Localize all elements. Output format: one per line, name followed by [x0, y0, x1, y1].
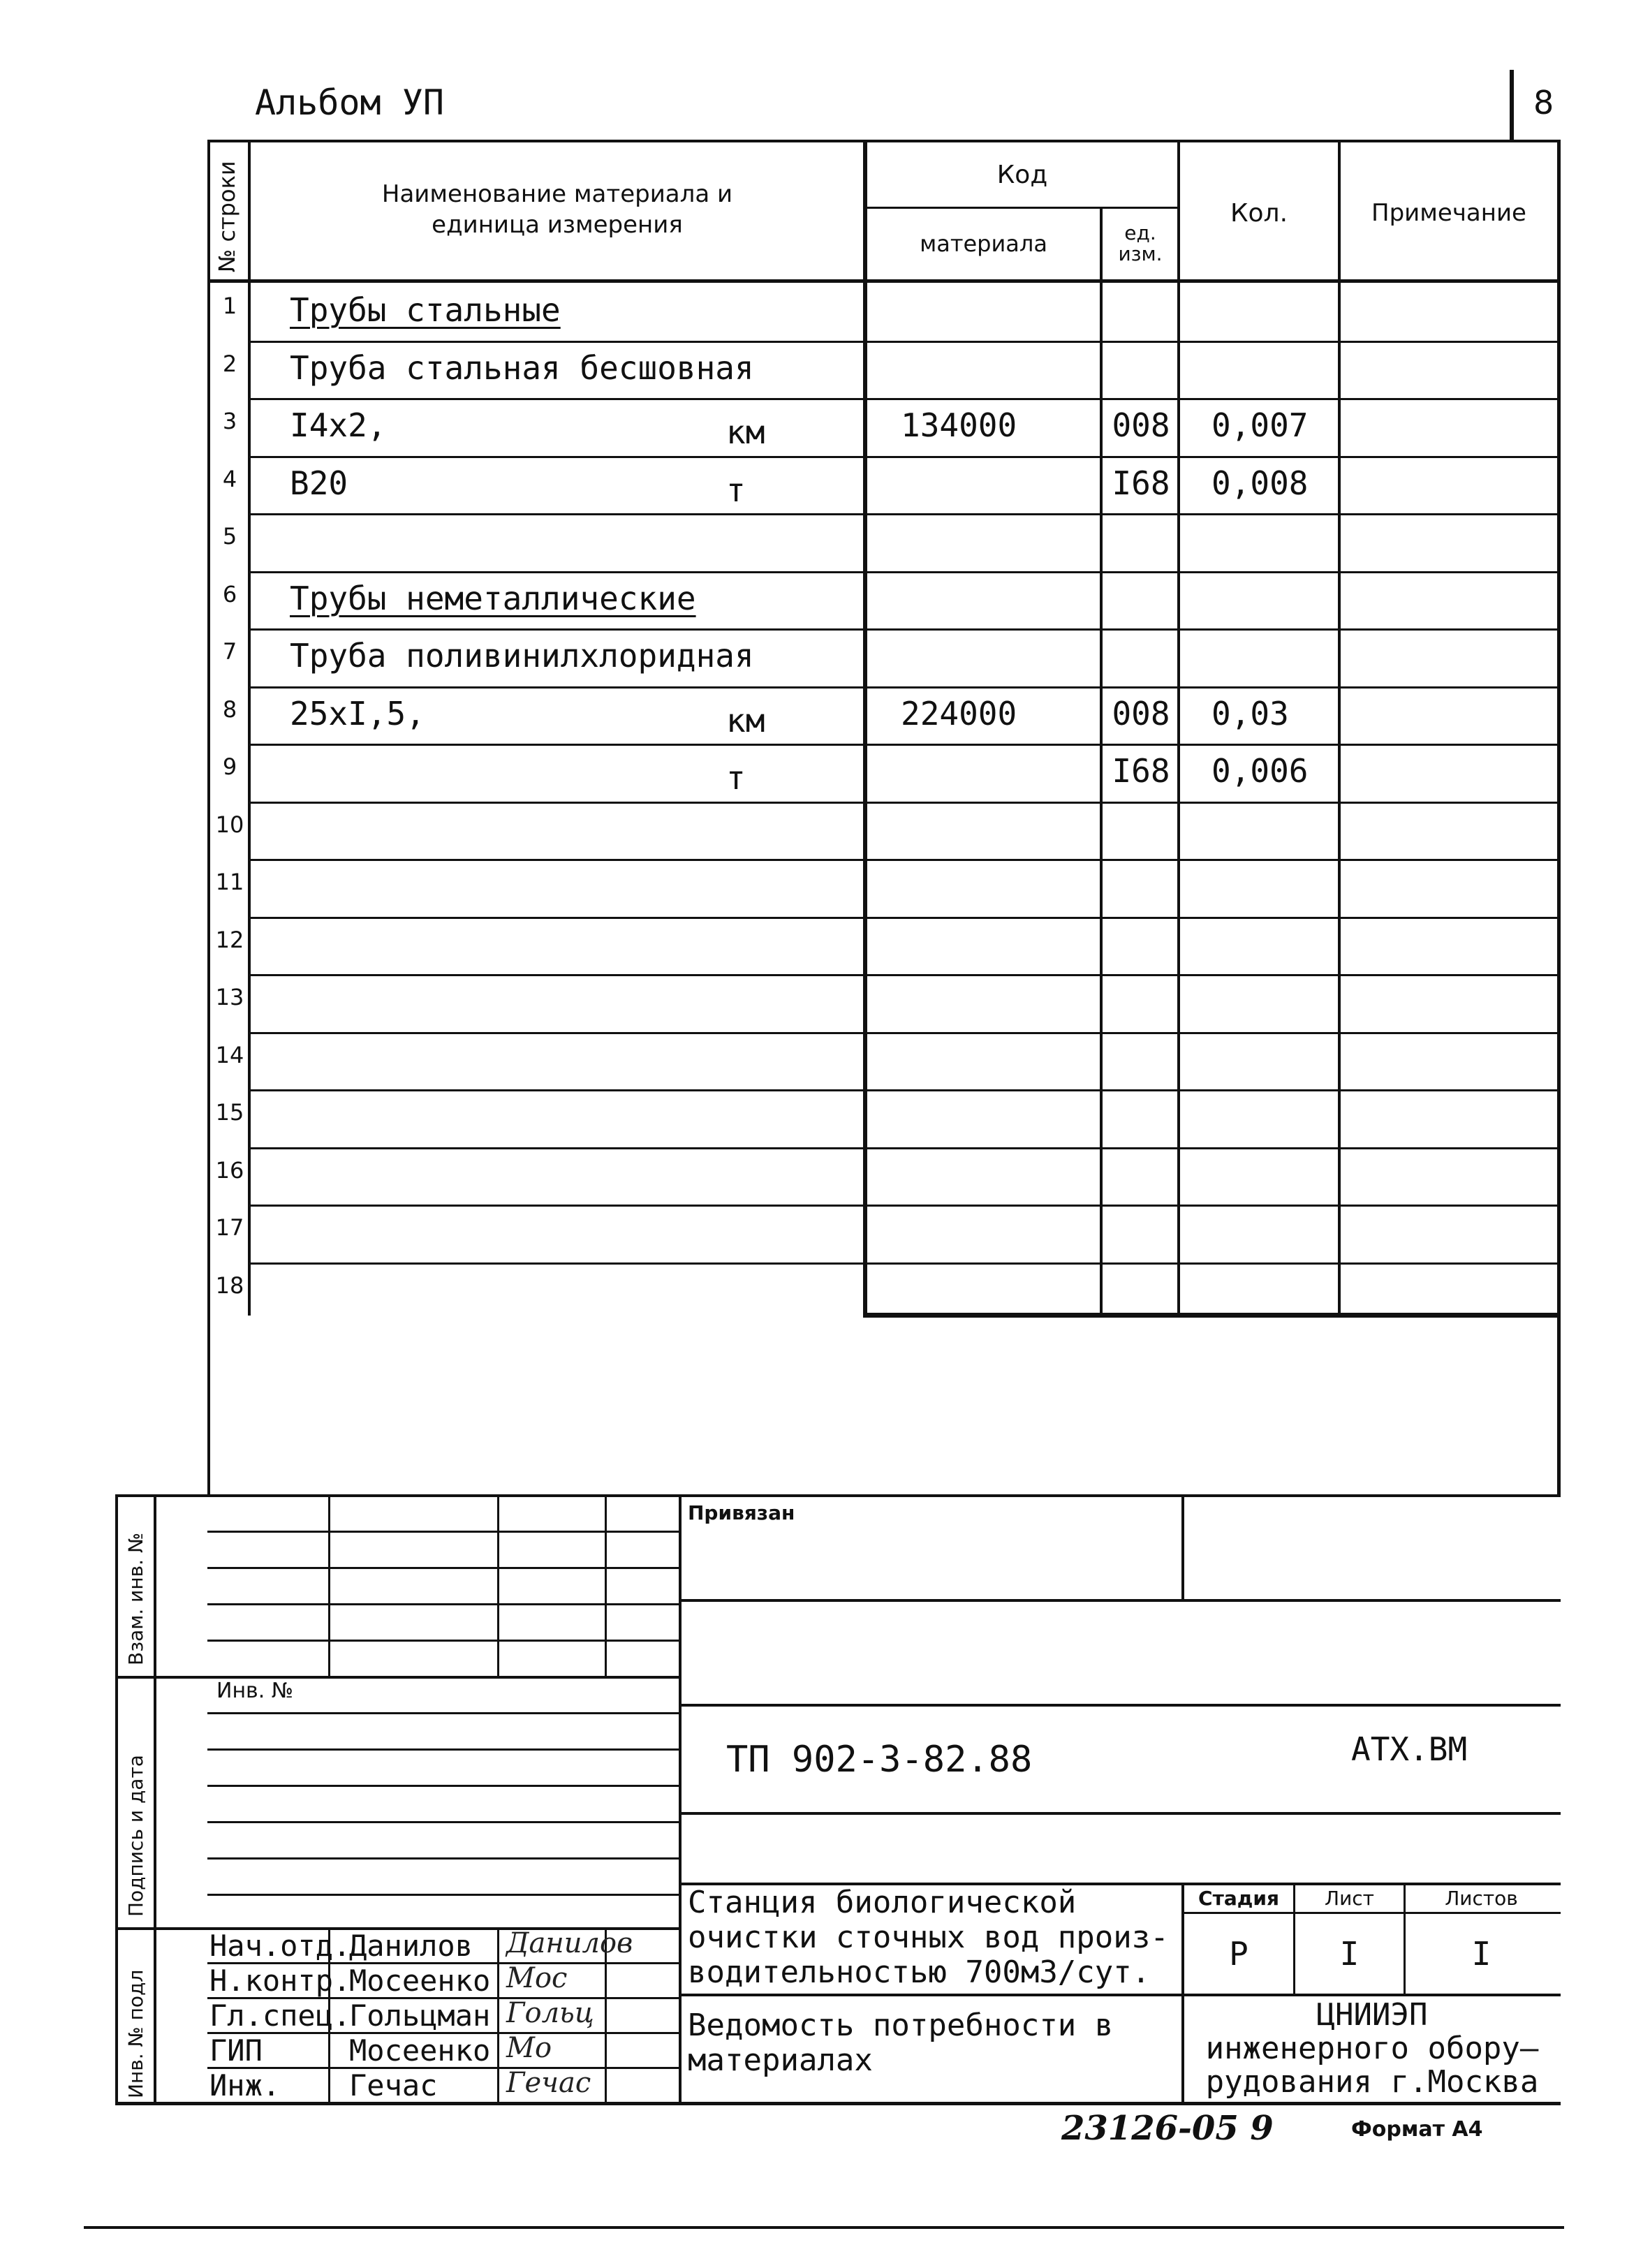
stamp-top-line	[115, 1494, 1561, 1497]
signer-name: Мосеенко	[349, 1964, 491, 1998]
row-separator	[248, 744, 1557, 746]
stamp-line-title-top	[679, 1994, 1561, 1996]
row-material-name: Труба стальная бесшовная	[290, 348, 754, 387]
archive-number: 23126-05 9	[1061, 2109, 1274, 2148]
row-number: 11	[215, 869, 244, 895]
row-number: 13	[215, 984, 244, 1010]
stage-header-line	[1181, 1912, 1561, 1914]
album-title: Альбом УП	[255, 82, 444, 123]
sheet-title	[688, 2008, 1113, 2078]
row-number: 3	[222, 408, 237, 434]
row-separator	[248, 513, 1557, 515]
row-separator	[248, 571, 1557, 573]
row-quantity: 0,03	[1211, 694, 1289, 732]
doc-code: ТП 902-3-82.88	[726, 1739, 1033, 1781]
project-line: Станция биологической	[688, 1885, 1077, 1920]
signer-role: Гл.спец.	[209, 1998, 351, 2033]
project-line: очистки сточных вод произ-	[688, 1920, 1169, 1955]
sheet-value: I	[1339, 1935, 1360, 1973]
grid-row	[207, 1785, 679, 1787]
row-unit-code: 008	[1112, 406, 1170, 444]
row-separator	[248, 398, 1557, 400]
row-number: 1	[222, 293, 237, 319]
signer-role: Нач.отд.	[209, 1929, 351, 1963]
signer-name: Мосеенко	[349, 2033, 491, 2068]
col-line-qty	[1338, 140, 1341, 1316]
doc-mark: АТХ.ВМ	[1351, 1730, 1468, 1768]
org-line: ЦНИИЭП	[1316, 1997, 1428, 2033]
header-qty: Кол.	[1230, 198, 1288, 228]
label-podpis-data: Подпись и дата	[124, 1755, 147, 1917]
frame-left-line	[207, 140, 210, 1496]
row-number: 15	[215, 1099, 244, 1126]
header-code-unit: ед. изм.	[1118, 221, 1163, 265]
row-quantity: 0,008	[1211, 464, 1309, 502]
stamp-main-divider	[679, 1494, 682, 2105]
header-row-number: № строки	[214, 161, 240, 272]
row-separator	[248, 1147, 1557, 1149]
row-separator	[248, 917, 1557, 919]
sheet-title-line: материалах	[688, 2042, 873, 2078]
label-inv-podl: Инв. № подл	[124, 1969, 147, 2098]
row-separator	[248, 456, 1557, 458]
signature: Данилов	[506, 1927, 633, 1959]
row-material-name: Трубы стальные	[290, 291, 561, 329]
signature: Мо	[506, 2032, 552, 2064]
row-number: 6	[222, 580, 237, 608]
row-separator	[248, 802, 1557, 804]
col-line-rowno	[248, 140, 251, 1316]
label-stage: Стадия	[1198, 1886, 1279, 1910]
row-number: 2	[222, 350, 237, 377]
row-unit: км	[726, 701, 765, 739]
org-line: рудования г.Москва	[1205, 2064, 1539, 2100]
signer-role: Н.контр.	[209, 1964, 351, 1998]
col-line-material	[1100, 207, 1103, 1316]
page-bottom-rule	[84, 2226, 1564, 2229]
header-bottom-line	[207, 279, 1561, 283]
table-top-line	[207, 140, 1561, 142]
stage-value: Р	[1229, 1935, 1248, 1973]
code-header-split-line	[866, 207, 1180, 209]
header-code-material: материала	[920, 230, 1047, 257]
row-material-name: Труба поливинилхлоридная	[290, 637, 754, 675]
row-number: 12	[215, 926, 244, 953]
side-strip-left	[115, 1494, 118, 2105]
grid-col-2-bottom	[497, 1927, 499, 2105]
row-material-code: 224000	[901, 694, 1017, 732]
grid-row	[207, 1603, 679, 1605]
grid-row	[207, 1857, 679, 1860]
table-bottom-line	[863, 1313, 1561, 1318]
row-number: 10	[215, 811, 244, 838]
col-line-unit	[1177, 140, 1180, 1316]
row-separator	[248, 1262, 1557, 1265]
col-line-name	[863, 140, 867, 1316]
row-number: 8	[222, 695, 237, 723]
project-line: водительностью 700м3/сут.	[688, 1954, 1151, 1990]
frame-right-line	[1557, 140, 1561, 1496]
page-number: 8	[1533, 84, 1554, 122]
signature: Гечас	[506, 2067, 591, 2099]
row-number: 7	[222, 638, 237, 665]
stamp-line-code-top	[679, 1704, 1561, 1707]
grid-row	[207, 1640, 679, 1642]
row-material-name: I4x2,	[290, 406, 387, 444]
grid-row	[207, 1712, 679, 1714]
row-unit: т	[726, 471, 746, 509]
grid-row	[207, 1567, 679, 1569]
page-number-divider	[1510, 70, 1514, 141]
signer-name: Гольцман	[349, 1998, 491, 2033]
signer-role: Инж.	[209, 2068, 281, 2103]
label-vzam-inv: Взам. инв. №	[124, 1532, 147, 1665]
row-number: 9	[222, 753, 237, 780]
label-sheets: Листов	[1445, 1886, 1518, 1910]
row-separator	[248, 859, 1557, 861]
row-unit: т	[726, 759, 746, 797]
row-number: 5	[222, 523, 237, 550]
grid-row	[207, 1748, 679, 1751]
stamp-line-privyazan	[679, 1599, 1561, 1602]
stamp-line-code-bottom	[679, 1812, 1561, 1815]
row-number: 17	[215, 1214, 244, 1241]
project-name	[688, 1885, 1169, 1990]
row-separator	[248, 974, 1557, 976]
row-separator	[248, 1205, 1557, 1207]
row-material-code: 134000	[901, 406, 1017, 444]
row-quantity: 0,007	[1211, 406, 1309, 444]
row-separator	[248, 1089, 1557, 1091]
grid-col-2-top	[497, 1494, 499, 1676]
row-material-name: 25xI,5,	[290, 694, 425, 732]
label-sheet: Лист	[1325, 1886, 1374, 1910]
row-unit: км	[726, 413, 765, 451]
signer-role: ГИП	[209, 2033, 263, 2068]
row-number: 18	[215, 1272, 244, 1299]
header-material-name: Наименование материала и единица измерения	[381, 180, 733, 239]
header-code: Код	[996, 160, 1048, 189]
sheets-value: I	[1471, 1935, 1491, 1973]
row-quantity: 0,006	[1211, 752, 1309, 790]
grid-col-1-top	[328, 1494, 330, 1676]
row-material-name: B20	[290, 464, 348, 502]
signature: Мос	[506, 1962, 568, 1994]
row-unit-code: I68	[1112, 464, 1170, 502]
label-inv-no: Инв. №	[216, 1679, 294, 1703]
format-label: Формат А4	[1351, 2117, 1483, 2142]
row-number: 4	[222, 465, 237, 492]
signer-name: Данилов	[349, 1929, 473, 1963]
org-line: инженерного обору—	[1205, 2031, 1539, 2066]
side-strip-right	[154, 1494, 156, 2105]
row-unit-code: 008	[1112, 694, 1170, 732]
organization	[1187, 1998, 1557, 2099]
stamp-bottom-line	[115, 2102, 1561, 2105]
row-unit-code: I68	[1112, 752, 1170, 790]
row-separator	[248, 341, 1557, 343]
signature: Гольц	[506, 1997, 594, 2029]
row-number: 16	[215, 1156, 244, 1184]
signer-name: Гечас	[349, 2068, 438, 2103]
header-note: Примечание	[1371, 199, 1526, 227]
grid-row	[207, 1821, 679, 1823]
grid-row	[207, 1894, 679, 1896]
grid-col-3-top	[605, 1494, 607, 1676]
row-separator	[248, 1032, 1557, 1034]
row-number: 14	[215, 1041, 244, 1068]
label-privyazan: Привязан	[688, 1501, 795, 1524]
side-sep-1	[115, 1676, 679, 1679]
row-separator	[248, 628, 1557, 631]
row-separator	[248, 686, 1557, 688]
grid-row	[207, 1531, 679, 1533]
privyazan-divider	[1181, 1494, 1184, 1599]
sheet-title-line: Ведомость потребности в	[688, 2008, 1114, 2043]
row-material-name: Трубы неметаллические	[290, 579, 696, 617]
